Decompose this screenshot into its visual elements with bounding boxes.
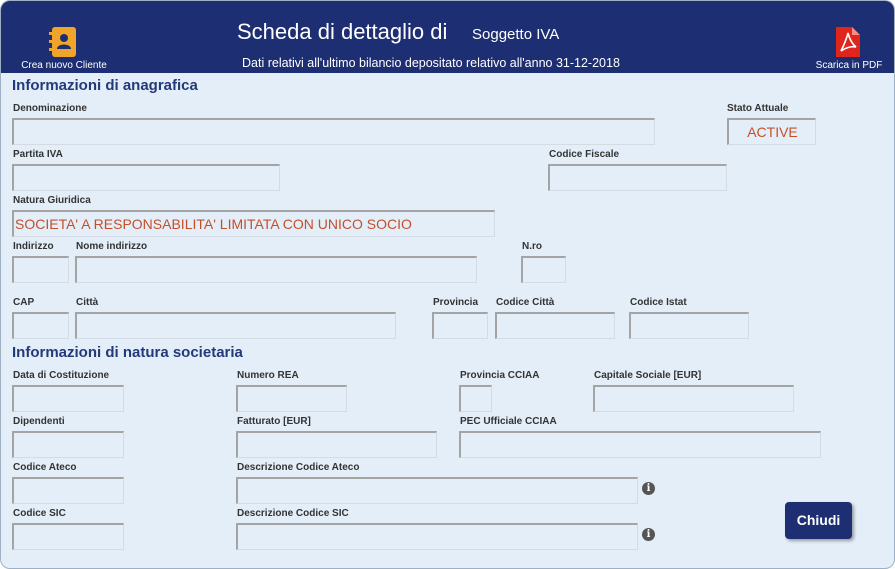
info-icon[interactable]: i bbox=[642, 528, 655, 541]
codice-istat-field[interactable] bbox=[629, 312, 749, 339]
numero-rea-field[interactable] bbox=[236, 385, 347, 412]
citta-label: Città bbox=[76, 297, 99, 308]
codice-citta-field[interactable] bbox=[495, 312, 615, 339]
info-icon[interactable]: i bbox=[642, 482, 655, 495]
codice-istat-label: Codice Istat bbox=[630, 297, 687, 308]
partita-iva-label: Partita IVA bbox=[13, 149, 63, 160]
nome-indirizzo-label: Nome indirizzo bbox=[76, 241, 148, 252]
pec-field[interactable] bbox=[459, 431, 821, 458]
contact-book-icon bbox=[49, 27, 77, 57]
codice-fiscale-field[interactable] bbox=[548, 164, 727, 191]
provincia-cciaa-label: Provincia CCIAA bbox=[460, 370, 540, 381]
download-pdf-label: Scarica in PDF bbox=[815, 60, 883, 71]
dipendenti-field[interactable] bbox=[12, 431, 124, 458]
provincia-label: Provincia bbox=[433, 297, 479, 308]
descrizione-sic-field[interactable] bbox=[236, 523, 638, 550]
denominazione-field[interactable] bbox=[12, 118, 655, 145]
capitale-sociale-field[interactable] bbox=[593, 385, 794, 412]
descrizione-ateco-label: Descrizione Codice Ateco bbox=[237, 462, 360, 473]
codice-citta-label: Codice Città bbox=[496, 297, 555, 308]
nome-indirizzo-field[interactable] bbox=[75, 256, 477, 283]
data-costituzione-field[interactable] bbox=[12, 385, 124, 412]
natura-giuridica-label: Natura Giuridica bbox=[13, 195, 91, 206]
subject-type: Soggetto IVA bbox=[472, 26, 560, 43]
balance-info: Dati relativi all'ultimo bilancio depositato relativo all'anno 31-12-2018 bbox=[242, 56, 620, 70]
fatturato-label: Fatturato [EUR] bbox=[237, 416, 311, 427]
descrizione-sic-label: Descrizione Codice SIC bbox=[237, 508, 349, 519]
indirizzo-label: Indirizzo bbox=[13, 241, 54, 252]
nro-field[interactable] bbox=[521, 256, 566, 283]
new-client-label: Crea nuovo Cliente bbox=[21, 60, 107, 71]
section-title-societaria: Informazioni di natura societaria bbox=[12, 344, 243, 361]
codice-ateco-field[interactable] bbox=[12, 477, 124, 504]
data-costituzione-label: Data di Costituzione bbox=[13, 370, 110, 381]
natura-giuridica-field[interactable]: SOCIETA' A RESPONSABILITA' LIMITATA CON UNICO SOCIO bbox=[12, 210, 495, 237]
codice-ateco-label: Codice Ateco bbox=[13, 462, 77, 473]
close-button[interactable]: Chiudi bbox=[785, 502, 852, 539]
capitale-sociale-label: Capitale Sociale [EUR] bbox=[594, 370, 702, 381]
cap-label: CAP bbox=[13, 297, 35, 308]
provincia-cciaa-field[interactable] bbox=[459, 385, 492, 412]
stato-attuale-label: Stato Attuale bbox=[727, 103, 789, 114]
fatturato-field[interactable] bbox=[236, 431, 437, 458]
pdf-file-icon bbox=[836, 27, 860, 57]
pec-label: PEC Ufficiale CCIAA bbox=[460, 416, 557, 427]
dipendenti-label: Dipendenti bbox=[13, 416, 65, 427]
section-title-anagrafica: Informazioni di anagrafica bbox=[12, 77, 198, 94]
page-title: Scheda di dettaglio di bbox=[237, 19, 448, 44]
citta-field[interactable] bbox=[75, 312, 396, 339]
codice-sic-field[interactable] bbox=[12, 523, 124, 550]
header-bar bbox=[1, 1, 895, 73]
provincia-field[interactable] bbox=[432, 312, 488, 339]
codice-sic-label: Codice SIC bbox=[13, 508, 66, 519]
codice-fiscale-label: Codice Fiscale bbox=[549, 149, 620, 160]
descrizione-ateco-field[interactable] bbox=[236, 477, 638, 504]
numero-rea-label: Numero REA bbox=[237, 370, 299, 381]
nro-label: N.ro bbox=[522, 241, 542, 252]
indirizzo-field[interactable] bbox=[12, 256, 69, 283]
denominazione-label: Denominazione bbox=[13, 103, 87, 114]
cap-field[interactable] bbox=[12, 312, 69, 339]
stato-attuale-field[interactable]: ACTIVE bbox=[727, 118, 816, 145]
partita-iva-field[interactable] bbox=[12, 164, 280, 191]
